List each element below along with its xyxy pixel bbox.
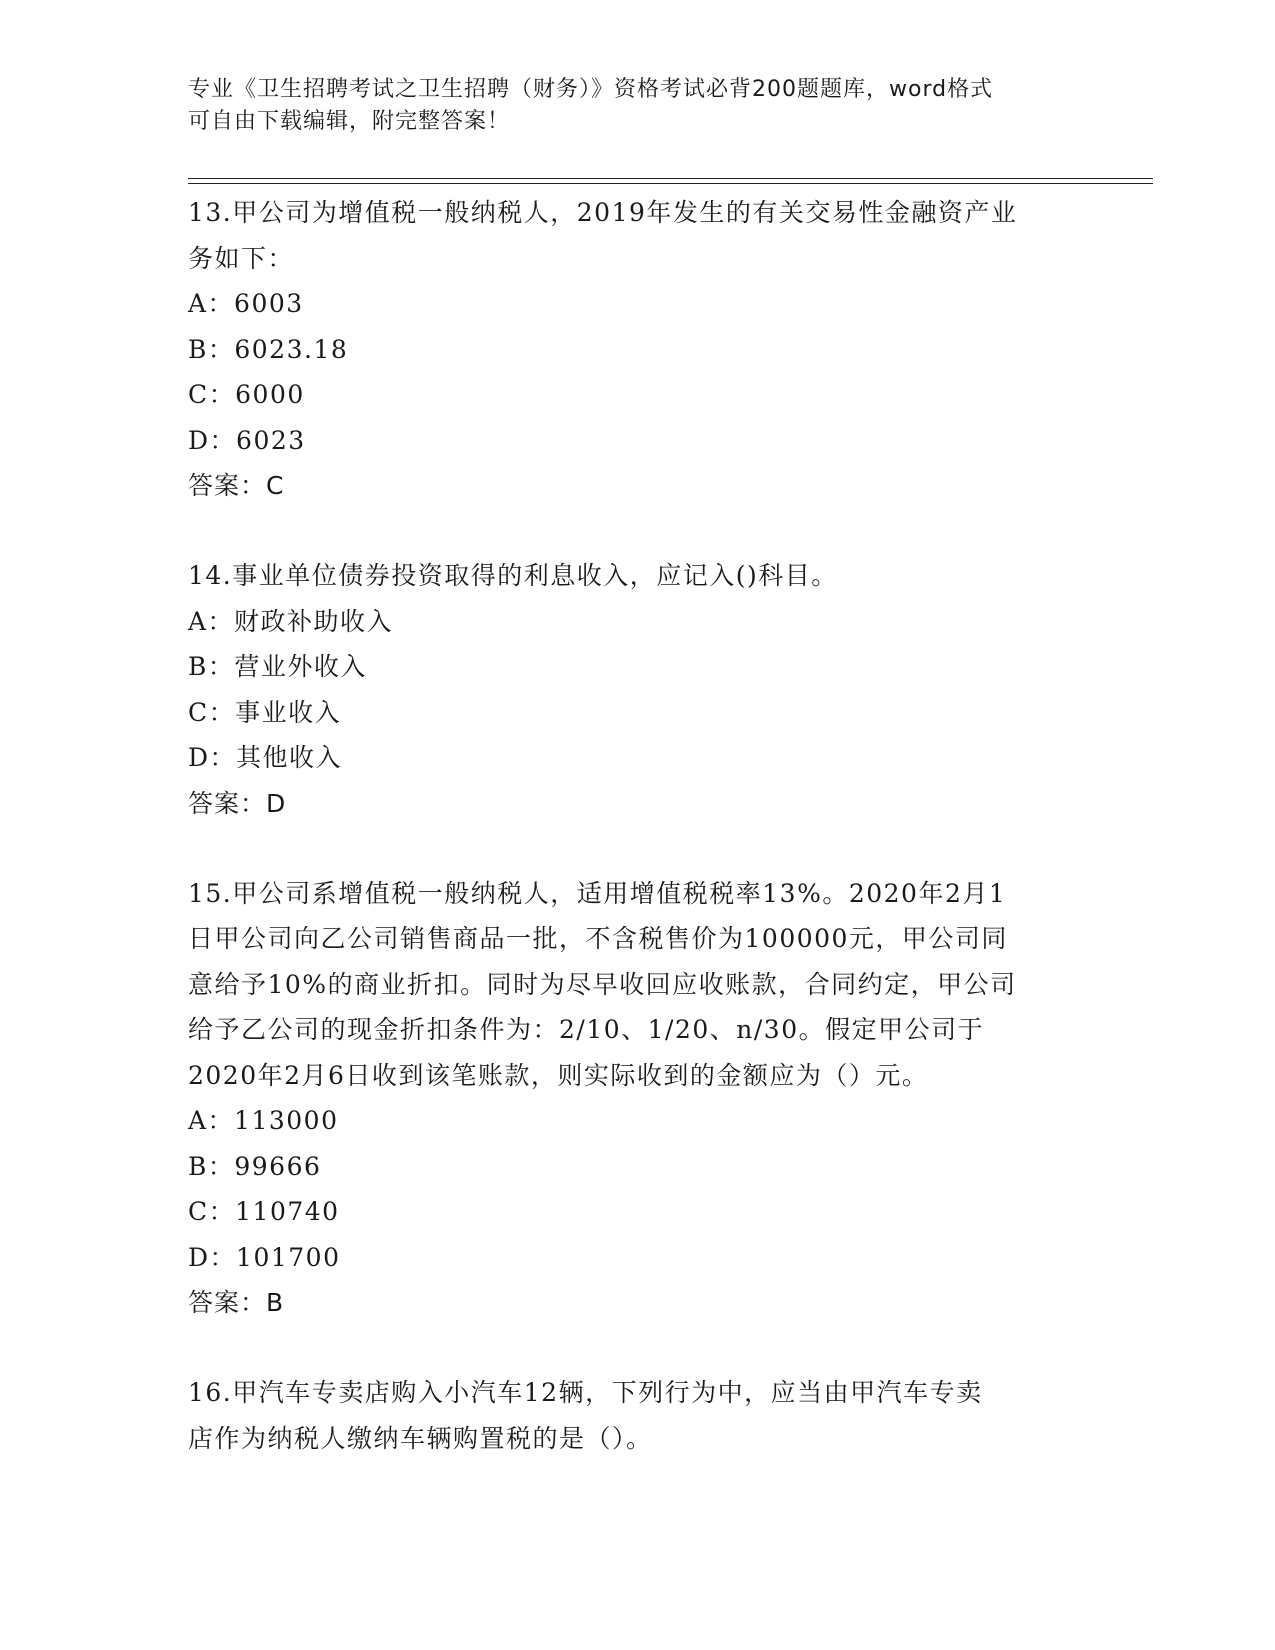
option-d: D：101700 xyxy=(188,1242,341,1272)
question-14 xyxy=(188,553,1088,826)
option-d: D：其他收入 xyxy=(188,743,343,772)
question-text-line: 给予乙公司的现金折扣条件为：2/10、1/20、n/30。假定甲公司于 xyxy=(188,1015,985,1044)
option-c: C：6000 xyxy=(188,380,305,409)
answer-line: 答案：B xyxy=(188,1288,285,1317)
option-c: C：事业收入 xyxy=(188,697,342,727)
question-text-line: 2020年2月6日收到该笔账款，则实际收到的金额应为（）元。 xyxy=(188,1060,929,1090)
option-b: B：6023.18 xyxy=(188,334,349,364)
question-text-line: 店作为纳税人缴纳车辆购置税的是（）。 xyxy=(188,1423,653,1453)
answer-line: 答案：C xyxy=(188,471,285,500)
question-15 xyxy=(188,871,1088,1326)
option-c: C：110740 xyxy=(188,1197,340,1226)
option-a: A：113000 xyxy=(188,1106,339,1135)
option-b: B：99666 xyxy=(188,1151,322,1181)
question-13 xyxy=(188,190,1088,508)
question-text-line: 15.甲公司系增值税一般纳税人，适用增值税税率13%。2020年2月1 xyxy=(188,878,1007,908)
answer-line: 答案：D xyxy=(188,788,287,818)
option-d: D：6023 xyxy=(188,425,306,455)
question-text-line: 14.事业单位债券投资取得的利息收入，应记入()科目。 xyxy=(188,561,838,590)
header-line-2: 可自由下载编辑，附完整答案！ xyxy=(188,109,511,134)
document-header xyxy=(188,74,1068,138)
question-text-line: 意给予10%的商业折扣。同时为尽早收回应收账款，合同约定，甲公司 xyxy=(188,969,1017,999)
option-a: A：6003 xyxy=(188,289,304,318)
question-text-line: 16.甲汽车专卖店购入小汽车12辆，下列行为中，应当由甲汽车专卖 xyxy=(188,1378,983,1407)
option-b: B：营业外收入 xyxy=(188,652,367,681)
question-16 xyxy=(188,1370,1088,1461)
header-line-1: 专业《卫生招聘考试之卫生招聘（财务）》资格考试必背200题题库，word格式 xyxy=(188,77,994,102)
header-divider xyxy=(188,178,1153,184)
question-text-line: 13.甲公司为增值税一般纳税人，2019年发生的有关交易性金融资产业 xyxy=(188,198,1018,227)
option-a: A：财政补助收入 xyxy=(188,606,394,636)
question-text-line: 务如下： xyxy=(188,243,295,273)
question-list xyxy=(188,190,1088,1461)
question-text-line: 日甲公司向乙公司销售商品一批，不含税售价为100000元，甲公司同 xyxy=(188,924,1008,953)
